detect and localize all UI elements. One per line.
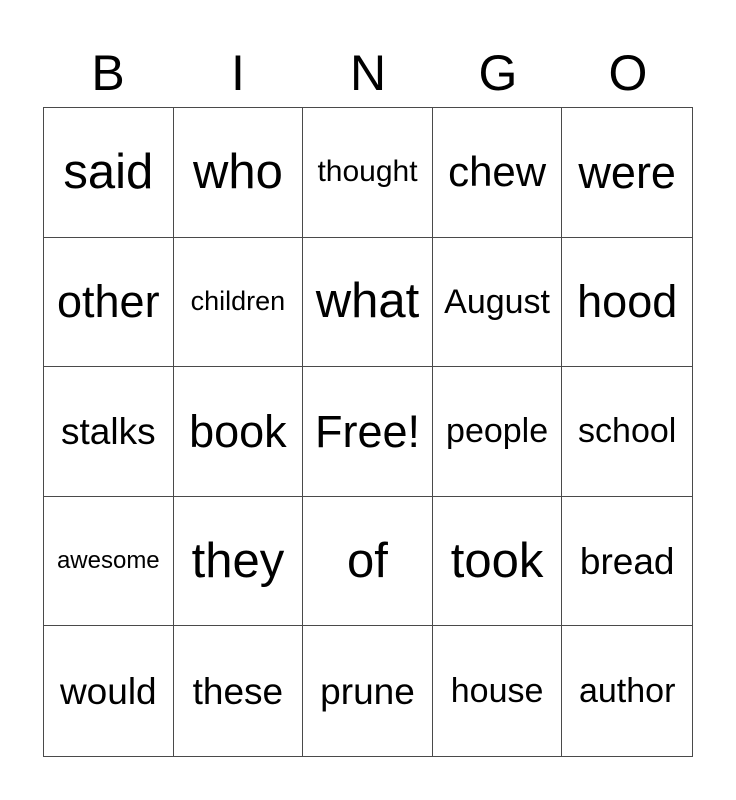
bingo-cell: awesome	[44, 497, 174, 627]
bingo-cell: said	[44, 108, 174, 238]
bingo-cell: these	[174, 626, 304, 756]
bingo-cell: prune	[303, 626, 433, 756]
bingo-cell: school	[562, 367, 692, 497]
bingo-cell: thought	[303, 108, 433, 238]
bingo-cell: took	[433, 497, 563, 627]
bingo-cell: were	[562, 108, 692, 238]
header-letter-b: B	[91, 45, 125, 101]
bingo-cell: of	[303, 497, 433, 627]
bingo-cell: what	[303, 238, 433, 368]
bingo-cell: other	[44, 238, 174, 368]
bingo-cell: children	[174, 238, 304, 368]
free-space: Free!	[303, 367, 433, 497]
bingo-cell: chew	[433, 108, 563, 238]
header-letter-g: G	[478, 45, 518, 101]
bingo-cell: stalks	[44, 367, 174, 497]
bingo-cell: would	[44, 626, 174, 756]
bingo-cell: people	[433, 367, 563, 497]
bingo-cell: who	[174, 108, 304, 238]
bingo-cell: house	[433, 626, 563, 756]
bingo-cell: they	[174, 497, 304, 627]
bingo-cell: August	[433, 238, 563, 368]
bingo-board	[43, 107, 693, 757]
bingo-header	[43, 40, 693, 106]
header-letter-o: O	[608, 45, 648, 101]
bingo-cell: bread	[562, 497, 692, 627]
bingo-cell: author	[578, 672, 676, 711]
header-letter-n: N	[349, 45, 387, 101]
bingo-cell: hood	[562, 238, 692, 368]
header-letter-i: I	[231, 45, 245, 101]
bingo-cell: book	[174, 367, 304, 497]
